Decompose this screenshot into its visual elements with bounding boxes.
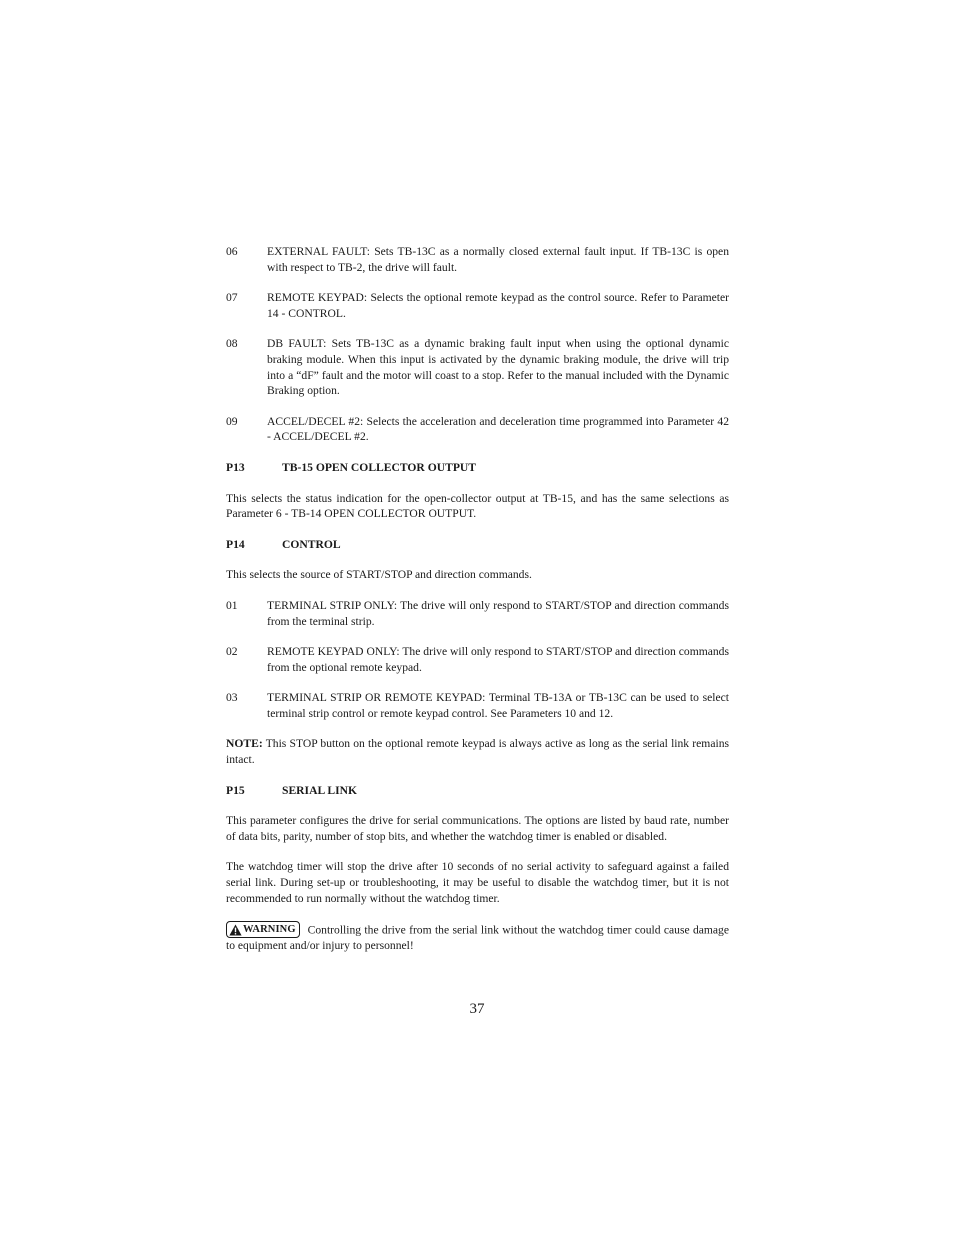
option-item-03	[226, 690, 729, 721]
page-number: 37	[469, 1001, 485, 1017]
option-text: REMOTE KEYPAD: Selects the optional remote keypad as the control source. Refer to Parameter 14 - CONTROL.	[267, 291, 729, 320]
warning-triangle-icon	[229, 924, 242, 936]
option-item-01	[226, 598, 729, 629]
parameter-title: TB-15 OPEN COLLECTOR OUTPUT	[282, 460, 477, 474]
option-text: TERMINAL STRIP OR REMOTE KEYPAD: Terminal TB-13A or TB-13C can be used to select terminal strip control or remote keypad control. See Parameters 10 and 12.	[267, 691, 729, 720]
parameter-code: P15	[226, 783, 245, 797]
note-label: NOTE:	[226, 737, 263, 751]
p15-paragraph-2: The watchdog timer will stop the drive after 10 seconds of no serial activity to safeguard against a failed serial link. During set-up or troubleshooting, it may be useful to disable the watchdog timer, but it is not recommended to run normally without the watchdog timer.	[226, 860, 729, 905]
note-text: This STOP button on the optional remote keypad is always active as long as the serial link remains intact.	[226, 737, 729, 767]
option-number: 03	[226, 691, 238, 705]
option-number: 07	[226, 291, 238, 305]
option-number: 02	[226, 645, 238, 659]
p14-intro: This selects the source of START/STOP and direction commands.	[226, 568, 532, 582]
option-text: ACCEL/DECEL #2: Selects the acceleration and deceleration time programmed into Parameter 42 - ACCEL/DECEL #2.	[267, 414, 729, 444]
parameter-code: P13	[226, 460, 245, 474]
option-number: 08	[226, 337, 238, 351]
section-heading-p15	[226, 783, 729, 799]
option-text: TERMINAL STRIP ONLY: The drive will only respond to START/STOP and direction commands from the terminal strip.	[267, 598, 729, 628]
warning-badge	[226, 921, 300, 938]
option-item-06	[226, 244, 729, 275]
warning-text: Controlling the drive from the serial link without the watchdog timer could cause damage to equipment and/or injury to personnel!	[226, 923, 729, 953]
warning-paragraph	[226, 921, 729, 954]
option-number: 01	[226, 598, 238, 612]
p15-paragraph-1: This parameter configures the drive for serial communications. The options are listed by baud rate, number of data bits, parity, number of stop bits, and whether the watchdog timer is enabled or disabled.	[226, 814, 729, 843]
option-item-02	[226, 644, 729, 675]
section-heading-p14	[226, 537, 729, 553]
note-paragraph	[226, 736, 729, 767]
parameter-title: SERIAL LINK	[282, 783, 358, 797]
option-item-07	[226, 290, 729, 321]
p13-description: This selects the status indication for the open-collector output at TB-15, and has the same selections as Parameter 6 - TB-14 OPEN COLLECTOR OUTPUT.	[226, 491, 729, 521]
option-text: DB FAULT: Sets TB-13C as a dynamic braking fault input when using the optional dynamic braking module. When this input is activated by the dynamic braking module, the drive will trip into a “dF” fault and the motor will coast to a stop. Refer to the manual included with the Dynamic Braking option.	[267, 337, 729, 398]
parameter-title: CONTROL	[282, 537, 341, 551]
option-text: REMOTE KEYPAD ONLY: The drive will only respond to START/STOP and direction commands from the optional remote keypad.	[267, 645, 729, 674]
option-number: 06	[226, 245, 238, 258]
option-item-09	[226, 414, 729, 445]
option-item-08	[226, 336, 729, 398]
parameter-code: P14	[226, 537, 245, 551]
option-number: 09	[226, 414, 238, 428]
option-text: EXTERNAL FAULT: Sets TB-13C as a normally closed external fault input. If TB-13C is open with respect to TB-2, the drive will fault.	[267, 245, 729, 274]
warning-label: WARNING	[243, 923, 296, 935]
section-heading-p13	[226, 460, 729, 476]
document-body	[226, 244, 729, 969]
